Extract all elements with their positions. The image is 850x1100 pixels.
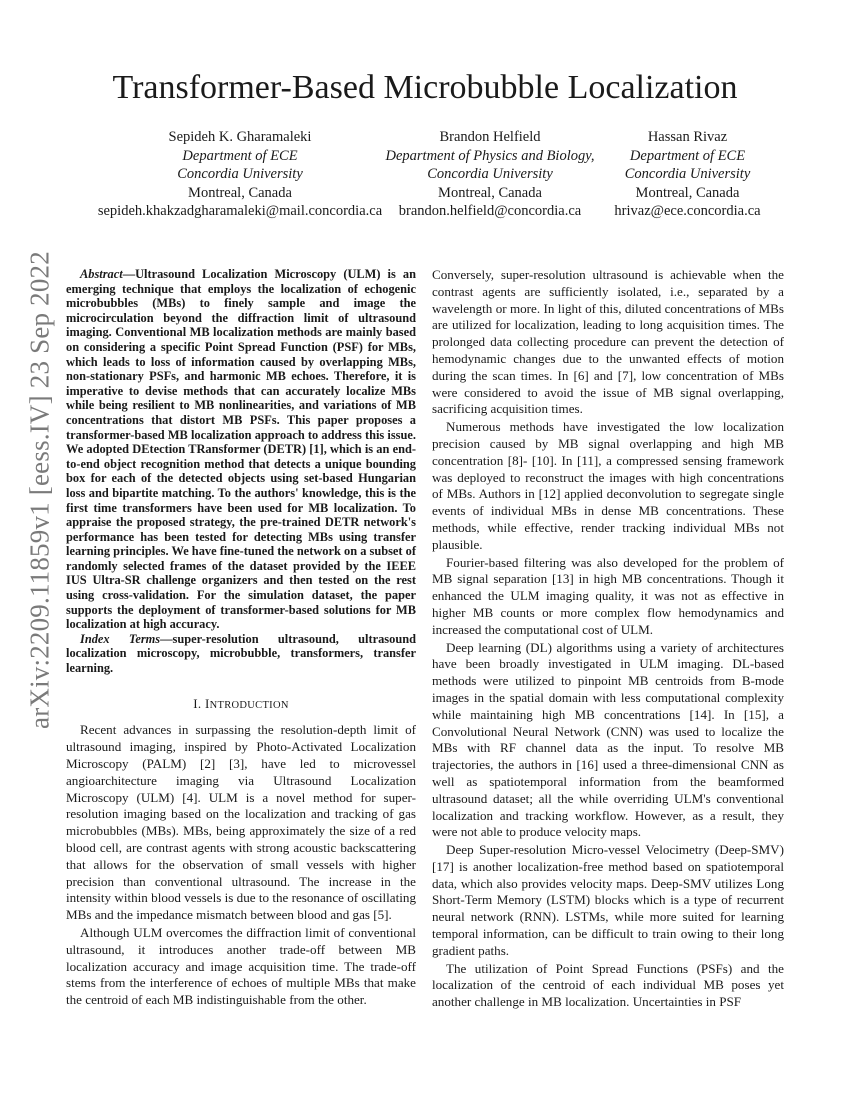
author-univ: Concordia University xyxy=(427,166,553,183)
author-univ: Concordia University xyxy=(624,166,751,183)
arxiv-identifier[interactable]: arXiv:2209.11859v1 [eess.IV] 23 Sep 2022 xyxy=(24,251,55,729)
author-block-2 xyxy=(370,128,610,221)
author-dept: Department of Physics and Biology, xyxy=(385,147,595,164)
author-location: Montreal, Canada xyxy=(635,184,740,201)
section-number: I. I xyxy=(193,695,210,711)
section-heading xyxy=(66,696,416,715)
paragraph: Although ULM overcomes the diffraction limit of conventional ultrasound, it introduces another trade-off between MB localization accuracy and image acquisition time. The trade-off stems from the interference of echoes of multiple MBs that make the centroid of each MB indistinguishable from the other. xyxy=(66,924,416,1008)
author-email: hrivaz@ece.concordia.ca xyxy=(614,203,761,220)
author-dept: Department of ECE xyxy=(182,147,298,164)
author-block-3 xyxy=(600,128,775,221)
paper-title: Transformer-Based Microbubble Localization xyxy=(112,69,738,106)
author-name: Hassan Rivaz xyxy=(647,129,728,145)
abstract xyxy=(66,267,416,632)
author-univ: Concordia University xyxy=(177,166,303,183)
abstract-text: —Ultrasound Localization Microscopy (ULM) is an emerging technique that employs the localization of echogenic microbubbles (MBs) to finely sample and image the microcirculation beyond the diffraction limit of ultrasound imaging. Conventional MB localization methods are mainly based on considering a specific Point Spread Function (PSF) for MBs, which leads to loss of information caused by overlapping MBs, non-stationary PSFs, and harmonic MB echoes. Therefore, it is imperative to devise methods that can accurately localize MBs while being resilient to MB nonlinearities, and variations of MB concentrations that distort MB PSFs. This paper proposes a transformer-based MB localization approach to address this issue. We adopted DEtection TRansformer (DETR) [1], which is an end-to-end object recognition method that detects a unique bounding box for each of the detected objects using set-based Hungarian loss and bipartite matching. To the authors' knowledge, this is the first time transformers have been used for MB localization. To appraise the proposed strategy, the pre-trained DETR network's performance has been tested for detecting MBs using transfer learning principles. We have fine-tuned the network on a subset of randomly selected frames of the dataset provided by the IEEE IUS Ultra-SR challenge organizers and then tested on the rest using cross-validation. For the simulation dataset, the paper supports the deployment of transformer-based solutions for MB localization at high accuracy. xyxy=(66,267,416,632)
author-email: sepideh.khakzadgharamaleki@mail.concordia.ca xyxy=(97,203,383,220)
author-location: Montreal, Canada xyxy=(438,184,542,201)
section-title: NTRODUCTION xyxy=(209,699,289,711)
paragraph: Numerous methods have investigated the low localization precision caused by MB signal overlapping and high MB concentration [8]- [10]. In [11], a compressed sensing framework was deployed to reconstruct the images with high concentrations of MBs. Authors in [12] applied deconvolution to segregate single events of individual MBs in dense MB concentrations. These methods, while effective, render tracking individual MBs not plausible. xyxy=(432,419,784,552)
author-name: Sepideh K. Gharamaleki xyxy=(168,129,312,145)
author-dept: Department of ECE xyxy=(629,147,746,164)
paragraph: Conversely, super-resolution ultrasound is achievable when the contrast agents are sufficiently isolated, i.e., separated by a wavelength or more. In light of this, diluted concentrations of MBs are utilized for localization, leading to long acquisition times. The prolonged data collecting procedure can prevent the detection of hemodynamic changes due to the unwanted effects of motion during the scan times. In [6] and [7], low concentration of MBs were considered to avoid the issue of MB signal overlapping, sacrificing acquisition times. xyxy=(432,267,784,417)
author-block-1 xyxy=(60,128,420,221)
paragraph: The utilization of Point Spread Functions (PSFs) and the localization of the centroid of each individual MB poses yet another challenge in MB localization. Uncertainties in PSF xyxy=(432,960,784,1010)
abstract-label: Abstract xyxy=(80,267,123,281)
index-terms-label: Index Terms xyxy=(80,631,161,646)
index-terms-text: —super-resolution ultrasound, ultrasound localization microscopy, microbubble, transformers, transfer learning. xyxy=(66,631,416,676)
author-location: Montreal, Canada xyxy=(188,184,292,201)
right-column xyxy=(432,267,784,1012)
left-column xyxy=(66,267,416,1010)
paragraph: Deep learning (DL) algorithms using a variety of architectures have been broadly investigated in ULM imaging. DL-based methods were utilized to pinpoint MB centroids from B-mode images in the spatial domain with less computational complexity while maintaining high MB concentrations [14]. In [15], a Convolutional Neural Network (CNN) was used to localize the MBs with RF channel data as the input. To resolve MB trajectories, the authors in [16] used a three-dimensional CNN as well as spatiotemporal information from the beamformed ultrasound dataset; all the while overriding ULM's conventional localization and tracking workflow. However, as a result, they were not able to produce velocity maps. xyxy=(432,639,784,840)
paragraph: Fourier-based filtering was also developed for the problem of MB signal separation [13] in high MB concentrations. Though it enhanced the ULM imaging quality, it was not as effective in higher MB counts or more complex flow hemodynamics and increased the computational cost of ULM. xyxy=(432,554,784,637)
author-email: brandon.helfield@concordia.ca xyxy=(398,203,582,220)
index-terms xyxy=(66,632,416,676)
author-name: Brandon Helfield xyxy=(439,129,541,145)
paragraph: Deep Super-resolution Micro-vessel Velocimetry (Deep-SMV) [17] is another localization-free method based on spatiotemporal data, which also provides velocity maps. Deep-SMV utilizes Long Short-Term Memory (LSTM) blocks which is a type of recurrent neural network (RNN). LSTMs, while more suited for learning temporal information, can be difficult to train owing to their long gradient paths. xyxy=(432,842,784,958)
paragraph: Recent advances in surpassing the resolution-depth limit of ultrasound imaging, inspired by Photo-Activated Localization Microscopy (PALM) [2] [3], have led to microvessel angioarchitecture imaging via Ultrasound Localization Microscopy (ULM) [4]. ULM is a novel method for super-resolution imaging based on the localization and tracking of gas microbubbles (MBs). MBs, being approximately the size of a red blood cell, are contrast agents with strong acoustic backscattering that allows for the observation of small vessels with higher precision than conventional ultrasound. The increase in the intensity within blood vessels is due to the resonance of oscillating MBs and the impedance mismatch between blood and gas [5]. xyxy=(66,722,416,923)
